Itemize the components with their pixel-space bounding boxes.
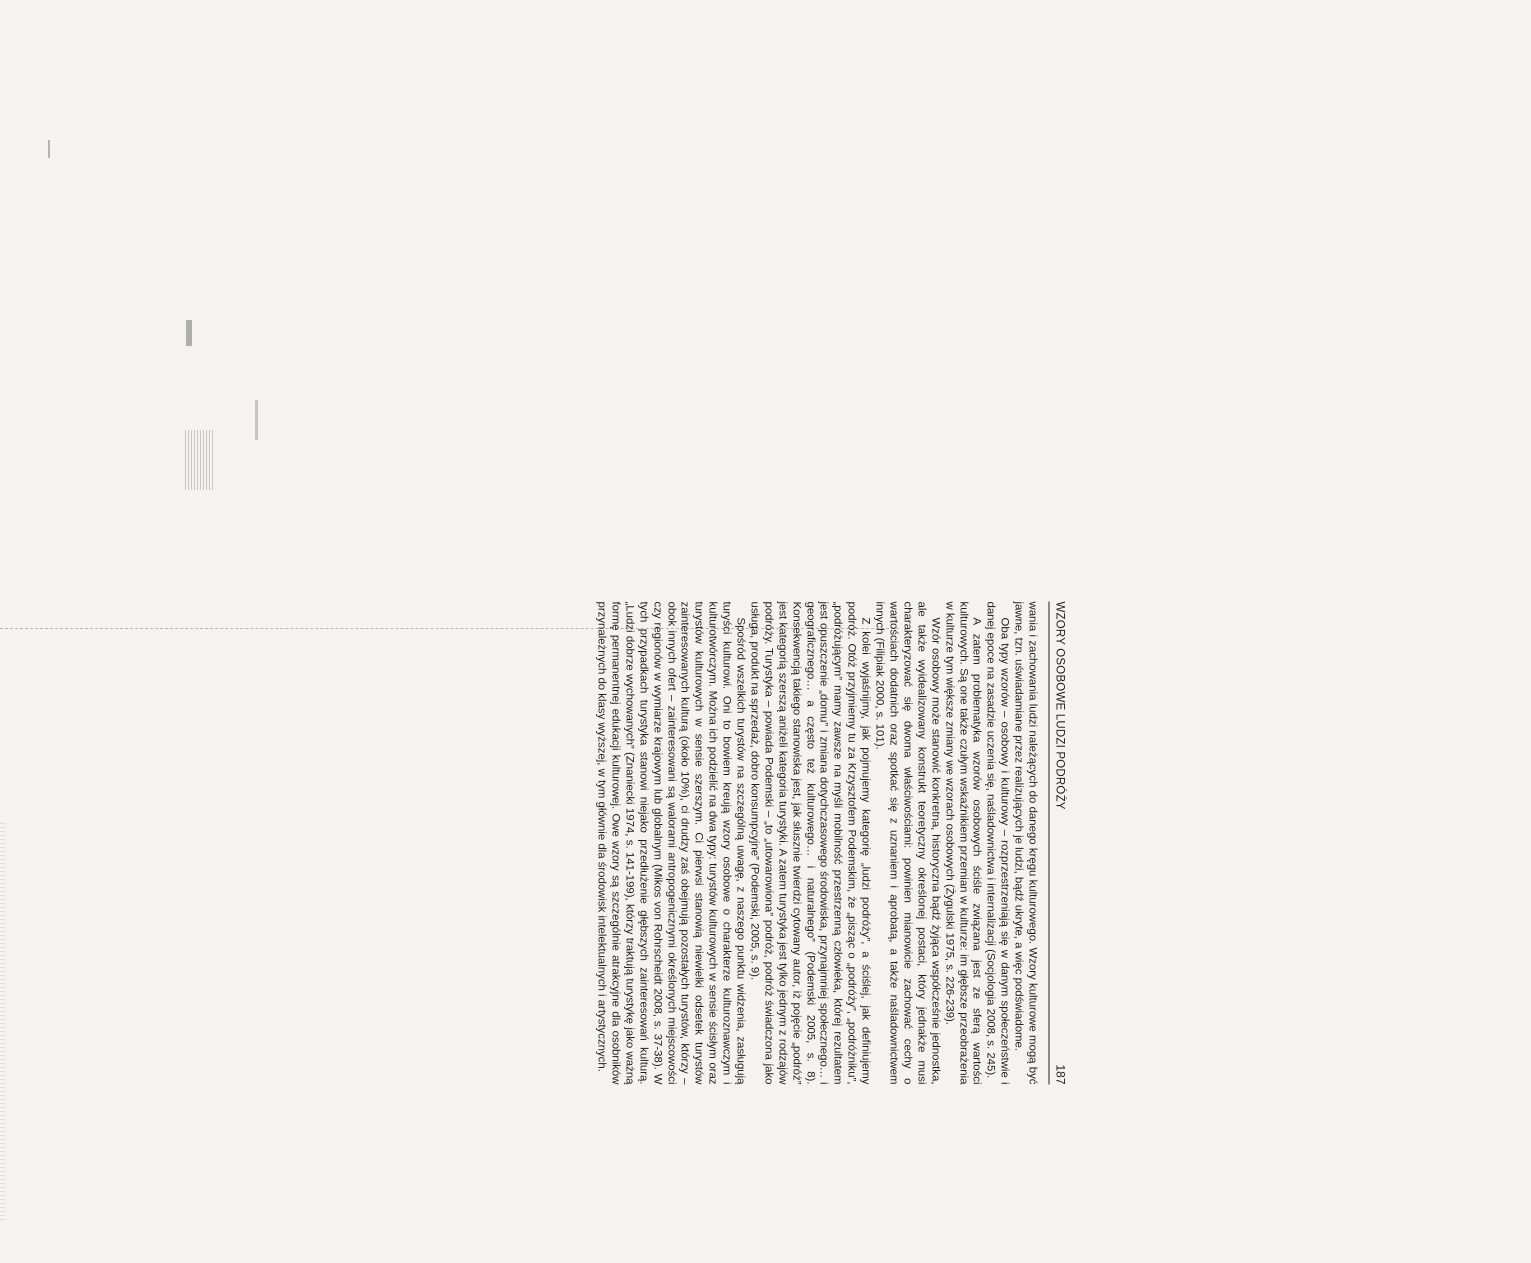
scan-speck [48,140,50,158]
paragraph: Spośród wszelkich turystów na szczególną uwagę, z naszego punktu widzenia, zasługują turyści kulturowi. Oni to bowiem kreują wzory osobowe o charakterze kulturoznawczym i kulturotwórczym. Można ich podzielić na dwa typy: turystów kulturowych w sensie ścisłym oraz turystów kulturowych w sensie szerszym. Ci pierwsi stanowią niewielki odsetek turystów zainteresowanych kulturą (około 10%), ci drudzy zaś obejmują pozostałych turystów, którzy – obok innych ofert – zainteresowani są walorami antropogenicznymi określonych miejscowości czy regionów w wymiarze krajowym lub globalnym (Mikos von Rohrscheidt 2008, s. 37-38). W tych przypadkach turystyka stanowi niejako przedłużenie głębszych zainteresowań kulturą. „Ludzi dobrze wychowanych” (Znaniecki 1974, s. 141-199), którzy traktują turystykę jako ważną formę permanentnej edukacji kulturowej. Owe wzory są szczególnie atrakcyjne dla osobników przynależnych do klasy wyższej, w tym głównie dla środowisk intelektualnych i artystycznych. [595,601,747,1084]
scan-speck [186,320,192,346]
paragraph: Z kolei wyjaśnijmy, jak pojmujemy kategorię „ludzi podróży”, a ściślej, jak definiujemy podróż. Otóż przyjmiemy tu za Krzysztofem Podemskim, że „pisząc o „podróży”, „podróżniku”, „podróżującym” mamy zawsze na myśli mobilność przestrzenną człowieka, której rezultatem jest opuszczenie „domu” i zmiana dotychczasowego środowiska, przynajmniej społecznego… i geograficznego… a często też kulturowego… i naturalnego” (Podemski 2005, s. 8). Konsekwencją takiego stanowiska jest, jak słusznie twierdzi cytowany autor, iż pojęcie „podróż” jest kategorią szerszą aniżeli kategoria turystyki. A zatem turystyka jest tylko jednym z rodzajów podróży. Turystyka – powiada Podemski – „to „utowarowiona” podróż, podróż świadczona jako usługa, produkt na sprzedaż, dobro konsumpcyjne” (Podemski, 2005, s. 9). [747,601,872,1084]
paragraph: Wzór osobowy może stanowić konkretna, historyczna bądź żyjąca współcześnie jednostka, ale także wyidealizowany konstrukt teoretyczny określonej postaci, który jednakże musi charakteryzować się dwoma właściwościami: powinien mianowicie zachować cechy o wartościach dodatnich oraz spotkać się z uznaniem i aprobatą, a także naśladownictwem innych (Filipiak 2000, s. 101). [873,601,941,1084]
paragraph: A zatem problematyka wzorów osobowych ściśle związana jest ze sferą wartości kulturowych. Są one także czułym wskaźnikiem przemian w kulturze: im głębsze przeobrażenia w kulturze tym większe zmiany we wzorach osobowych (Żygulski 1975, s. 226-239). [942,601,983,1084]
scan-speck [0,820,6,1220]
scan-speck [185,430,215,490]
page-number: 187 [1053,1063,1067,1084]
scan-speck [255,400,258,440]
page-186 [1081,0,1531,540]
paragraph: wania i zachowania ludzi należących do danego kręgu kulturowego. Wzory kulturowe mogą być jawne, tzn. uświadamiane przez realizujących je ludzi, bądź ukryte, a więc podświadome. [1012,601,1039,1084]
running-head: WZORY OSOBOWE LUDZI PODRÓŻY [1053,601,1065,810]
page-header [1048,601,1066,1084]
paragraph: Oba typy wzorów – osobowy i kulturowy – rozprzestrzeniają się w danym społeczeństwie i danej epoce na zasadzie uczenia się, naśladownictwa i internalizacji (Socjologia 2008, s. 245). [984,601,1011,1084]
page-187 [595,0,1080,1174]
